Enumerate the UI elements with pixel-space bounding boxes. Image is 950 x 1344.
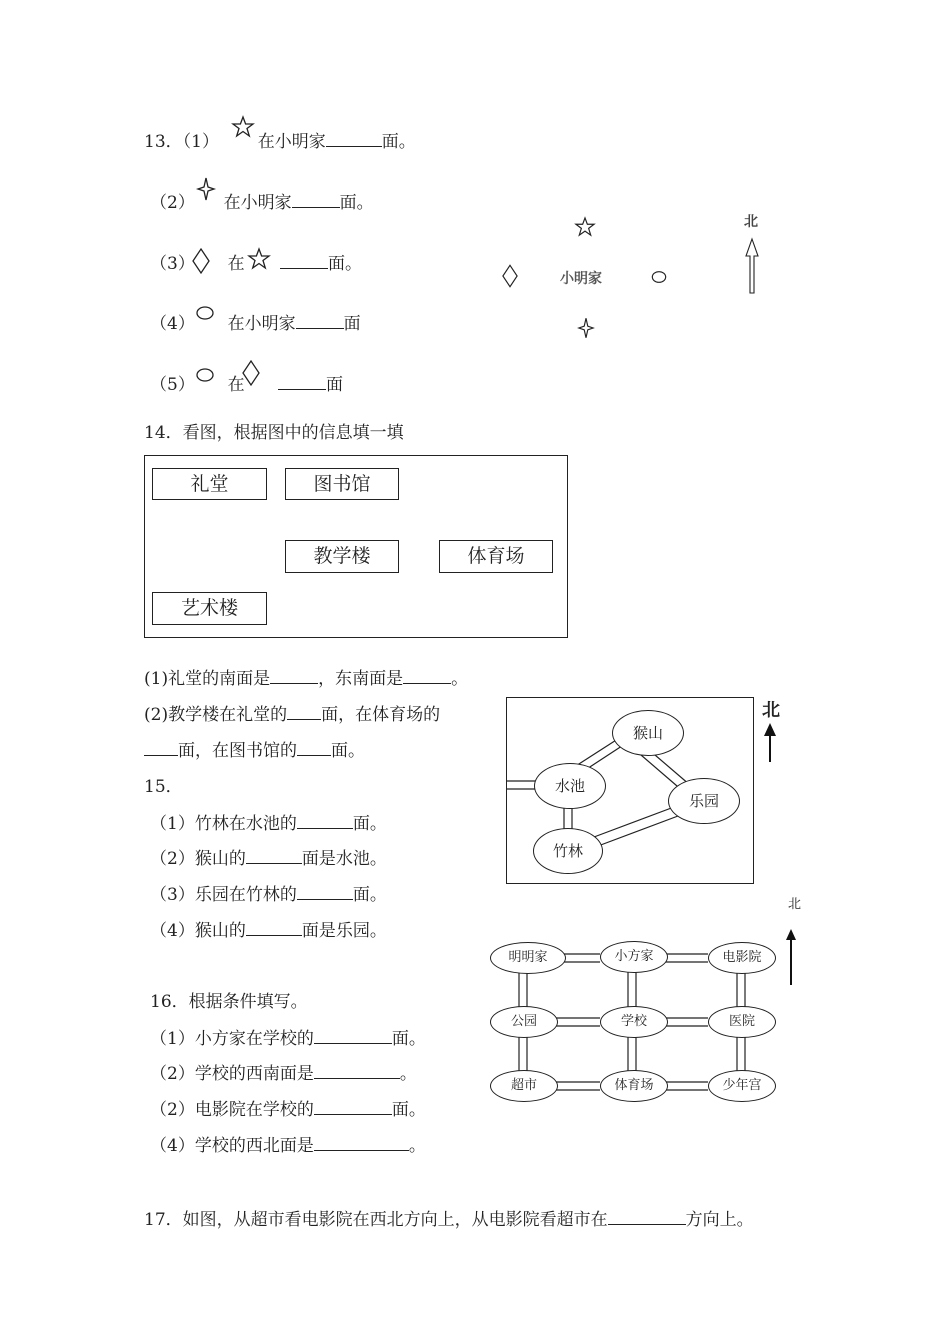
answer-blank[interactable] [297, 739, 331, 756]
q16-item: （1）小方家在学校的 面。 [150, 1029, 426, 1049]
place-oval: 学校 [600, 1006, 668, 1038]
building-box: 礼堂 [152, 468, 267, 500]
diamond-icon [192, 248, 210, 274]
place-oval: 少年宫 [708, 1070, 776, 1102]
place-oval: 电影院 [708, 942, 776, 974]
north-arrow-icon [744, 238, 760, 294]
q16-title: 16．根据条件填写。 [150, 992, 308, 1012]
building-box: 教学楼 [285, 540, 399, 573]
q13-line-2: （2） 在小明家 面。 [150, 193, 374, 213]
answer-blank[interactable] [314, 1027, 392, 1044]
q13-line-5: （5） 在 面 [150, 375, 344, 395]
diamond-icon [242, 360, 260, 386]
four-point-star-icon [578, 317, 594, 339]
place-oval: 竹林 [533, 828, 603, 874]
map-center-label: 小明家 [560, 271, 602, 287]
answer-blank[interactable] [292, 191, 340, 208]
place-oval: 水池 [534, 763, 606, 809]
place-oval: 明明家 [490, 942, 566, 974]
building-box: 图书馆 [285, 468, 399, 500]
q13-line-4: （4） 在小明家 面 [150, 314, 361, 334]
q14-line-2: (2)教学楼在礼堂的 面，在体育场的 [144, 705, 441, 725]
north-arrow-icon [784, 928, 798, 986]
q16-item: （4）学校的西北面是 。 [150, 1136, 426, 1156]
answer-blank[interactable] [270, 667, 318, 684]
place-oval: 体育场 [600, 1070, 668, 1102]
star-icon [232, 116, 254, 138]
answer-blank[interactable] [246, 847, 302, 864]
circle-icon [196, 306, 214, 320]
answer-blank[interactable] [314, 1062, 400, 1079]
answer-blank[interactable] [608, 1208, 686, 1225]
diamond-icon [502, 264, 518, 288]
q14-title: 14．看图，根据图中的信息填一填 [144, 423, 404, 443]
place-oval: 医院 [708, 1006, 776, 1038]
building-box: 体育场 [439, 540, 553, 573]
star-icon [575, 217, 595, 237]
q16-item: （2）电影院在学校的 面。 [150, 1100, 426, 1120]
place-oval: 小方家 [600, 941, 668, 973]
q15-title: 15． [144, 777, 183, 797]
q15-item: （2）猴山的 面是水池。 [150, 849, 387, 869]
q16-item: （2）学校的西南面是 。 [150, 1064, 417, 1084]
q15-item: （3）乐园在竹林的 面。 [150, 885, 387, 905]
north-label: 北 [788, 897, 802, 912]
north-label: 北 [744, 214, 758, 230]
answer-blank[interactable] [326, 130, 382, 147]
answer-blank[interactable] [297, 812, 353, 829]
answer-blank[interactable] [280, 252, 328, 269]
q13-number: 13．（1） [144, 132, 219, 152]
q14-line-3: 面，在图书馆的 面。 [144, 739, 365, 762]
answer-blank[interactable] [314, 1098, 392, 1115]
place-oval: 乐园 [668, 778, 740, 824]
north-label: 北 [762, 700, 780, 721]
place-oval: 超市 [490, 1070, 558, 1102]
q17-line: 17．如图，从超市看电影院在西北方向上，从电影院看超市在 方向上。 [144, 1210, 754, 1230]
q13-line-3: （3） 在 面。 [150, 254, 363, 274]
q13-line-1: 13．（1） 在小明家 面。 [144, 132, 416, 152]
answer-blank[interactable] [287, 703, 321, 720]
q14-line-1: (1)礼堂的南面是 ，东南面是 。 [144, 669, 469, 689]
circle-icon [651, 270, 667, 284]
place-oval: 公园 [490, 1006, 558, 1038]
answer-blank[interactable] [246, 919, 302, 936]
circle-icon [196, 368, 214, 382]
star-icon [248, 248, 270, 270]
north-arrow-icon [763, 722, 777, 762]
answer-blank[interactable] [297, 883, 353, 900]
place-oval: 猴山 [612, 710, 684, 756]
answer-blank[interactable] [296, 312, 344, 329]
answer-blank[interactable] [278, 373, 326, 390]
building-box: 艺术楼 [152, 592, 267, 625]
answer-blank[interactable] [403, 667, 451, 684]
q15-item: （4）猴山的 面是乐园。 [150, 921, 387, 941]
q15-item: （1）竹林在水池的 面。 [150, 814, 387, 834]
answer-blank[interactable] [144, 739, 178, 756]
answer-blank[interactable] [314, 1134, 409, 1151]
four-point-star-icon [197, 177, 215, 201]
